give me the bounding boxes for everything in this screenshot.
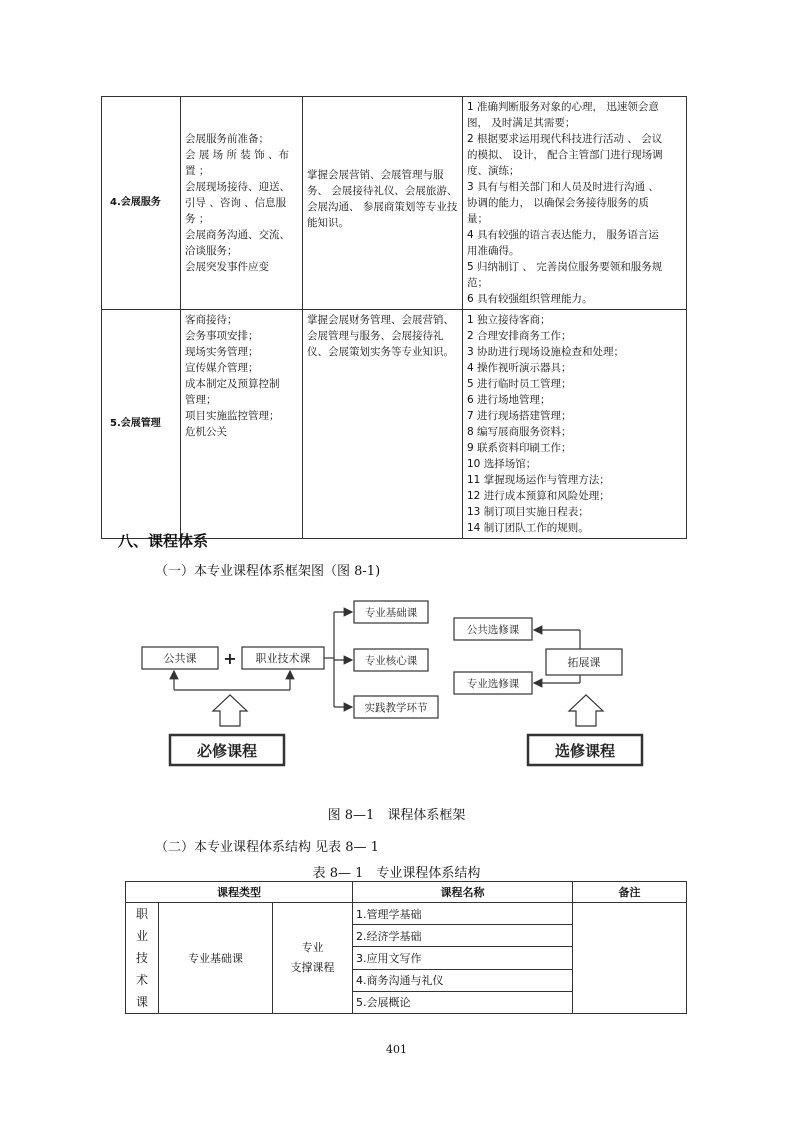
course-subtype-cell: 专业 支撑课程 xyxy=(273,903,353,1014)
list-item: 6 具有较强组织管理能力。 xyxy=(467,293,593,305)
table-row xyxy=(102,310,687,539)
list-item: 管理； xyxy=(185,394,217,406)
knowledge-cell xyxy=(303,97,463,310)
subsection-heading: （二）本专业课程体系结构 见表 8— 1 xyxy=(155,840,379,855)
course-name-cell: 3.应用文写作 xyxy=(353,947,573,969)
list-item: 置 ； xyxy=(185,165,210,177)
list-item: 5 归纳制订 、 完善岗位服务要领和服务规 xyxy=(467,261,663,273)
list-item: 宣传媒介管理； xyxy=(185,362,259,374)
list-item: 现场实务管理； xyxy=(185,346,259,358)
content-cell xyxy=(181,310,303,539)
list-item: 5 进行临时员工管理； xyxy=(467,378,572,390)
plus-icon: + xyxy=(223,649,237,668)
course-name-cell: 1.管理学基础 xyxy=(353,903,573,925)
core-course-label: 专业核心课 xyxy=(364,655,418,667)
list-item: 量； xyxy=(467,213,488,225)
table-header-row xyxy=(126,882,687,903)
course-framework-diagram xyxy=(120,585,660,795)
list-item: 13 制订项目实施日程表； xyxy=(467,506,589,518)
course-name-cell: 4.商务沟通与礼仪 xyxy=(353,969,573,991)
list-item: 3 协助进行现场设施检查和处理； xyxy=(467,346,625,358)
list-item: 图， 及时满足其需要； xyxy=(467,117,576,129)
list-item: 范； xyxy=(467,277,488,289)
list-item: 的模拟、 设计， 配合主管部门进行现场调 xyxy=(467,149,663,161)
major-elective-label: 专业选修课 xyxy=(466,678,520,690)
table-caption: 表 8— 1 专业课程体系结构 xyxy=(312,866,481,881)
list-item: 会展服务前准备； xyxy=(185,133,269,145)
list-item: 度、演练； xyxy=(467,165,520,177)
section-heading: 八、课程体系 xyxy=(118,532,209,550)
elective-label: 选修课程 xyxy=(554,742,616,760)
header-course-name: 课程名称 xyxy=(353,882,573,903)
list-item: 会展商务沟通、交流、 xyxy=(185,229,290,241)
table-row xyxy=(102,97,687,310)
category-cell: 4.会展服务 xyxy=(102,97,181,310)
list-item: 成本制定及预算控制 xyxy=(185,378,280,390)
table-row xyxy=(126,903,687,925)
arrow-up-icon xyxy=(569,695,603,726)
remarks-cell xyxy=(573,903,687,1014)
course-type-cell: 专业基础课 xyxy=(159,903,273,1014)
competency-table xyxy=(101,96,687,539)
course-name-cell: 5.会展概论 xyxy=(353,991,573,1013)
expansion-label: 拓展课 xyxy=(567,656,601,669)
list-item: 1 准确判断服务对象的心理， 迅速领会意 xyxy=(467,101,659,113)
list-item: 6 进行场地管理； xyxy=(467,394,551,406)
list-item: 10 选择场馆； xyxy=(467,458,537,470)
arrow-up-icon xyxy=(213,695,247,726)
list-item: 会 展 场 所 装 饰 、布 xyxy=(185,149,290,161)
vocational-course-label: 职业技术课 xyxy=(255,652,311,665)
knowledge-cell xyxy=(303,310,463,539)
content-cell xyxy=(181,97,303,310)
list-item: 会展突发事件应变 xyxy=(185,261,269,273)
basic-course-label: 专业基础课 xyxy=(364,607,418,619)
list-item: 14 制订团队工作的规则。 xyxy=(467,522,589,534)
list-item: 4 操作视听演示器具； xyxy=(467,362,572,374)
list-item: 8 编写展商服务资料； xyxy=(467,426,572,438)
ability-cell xyxy=(463,310,687,539)
category-cell: 5.会展管理 xyxy=(102,310,181,539)
list-item: 3 具有与相关部门和人员及时进行沟通 、 xyxy=(467,181,659,193)
list-item: 务 ； xyxy=(185,213,210,225)
ability-cell xyxy=(463,97,687,310)
list-item: 项目实施监控管理； xyxy=(185,410,280,422)
list-item: 11 掌握现场运作与管理方法； xyxy=(467,474,610,486)
list-item: 2 合理安排商务工作； xyxy=(467,330,572,342)
page-number: 401 xyxy=(386,1043,407,1056)
list-item: 12 进行成本预算和风险处理； xyxy=(467,490,610,502)
vertical-label: 职 业 技 术 课 xyxy=(126,903,159,1014)
list-item: 1 独立接待客商； xyxy=(467,314,551,326)
subsection-heading: （一）本专业课程体系框架图（图 8-1) xyxy=(155,564,381,579)
public-elective-label: 公共选修课 xyxy=(466,624,520,636)
header-remarks: 备注 xyxy=(573,882,687,903)
list-item: 洽谈服务； xyxy=(185,245,238,257)
required-label: 必修课程 xyxy=(196,742,258,760)
list-item: 4 具有较强的语言表达能力， 服务语言运 xyxy=(467,229,659,241)
knowledge-text: 掌握会展财务管理、会展营销、 会展管理与服务、会展接待礼仪、会展策划实务等专业知识。 xyxy=(307,314,454,358)
list-item: 会展现场接待、迎送、 xyxy=(185,181,290,193)
list-item: 7 进行现场搭建管理； xyxy=(467,410,572,422)
figure-caption: 图 8—1 课程体系框架 xyxy=(327,808,466,823)
practice-label: 实践教学环节 xyxy=(364,702,428,714)
course-name-cell: 2.经济学基础 xyxy=(353,925,573,947)
list-item: 协调的能力， 以确保会务接待服务的质 xyxy=(467,197,649,209)
list-item: 用准确得。 xyxy=(467,245,520,257)
header-course-type: 课程类型 xyxy=(126,882,353,903)
list-item: 9 联系资料印刷工作； xyxy=(467,442,572,454)
public-course-label: 公共课 xyxy=(163,652,197,665)
list-item: 危机公关 xyxy=(185,426,227,438)
course-structure-table xyxy=(125,881,687,1014)
knowledge-text: 掌握会展营销、会展管理与服务、 会展接待礼仪、会展旅游、 会展沟通、 参展商策划等专业技能知识。 xyxy=(307,169,458,229)
list-item: 会务事项安排； xyxy=(185,330,259,342)
list-item: 客商接待； xyxy=(185,314,238,326)
list-item: 2 根据要求运用现代科技进行活动 、 会议 xyxy=(467,133,663,145)
list-item: 引导 、咨询 、信息服 xyxy=(185,197,287,209)
